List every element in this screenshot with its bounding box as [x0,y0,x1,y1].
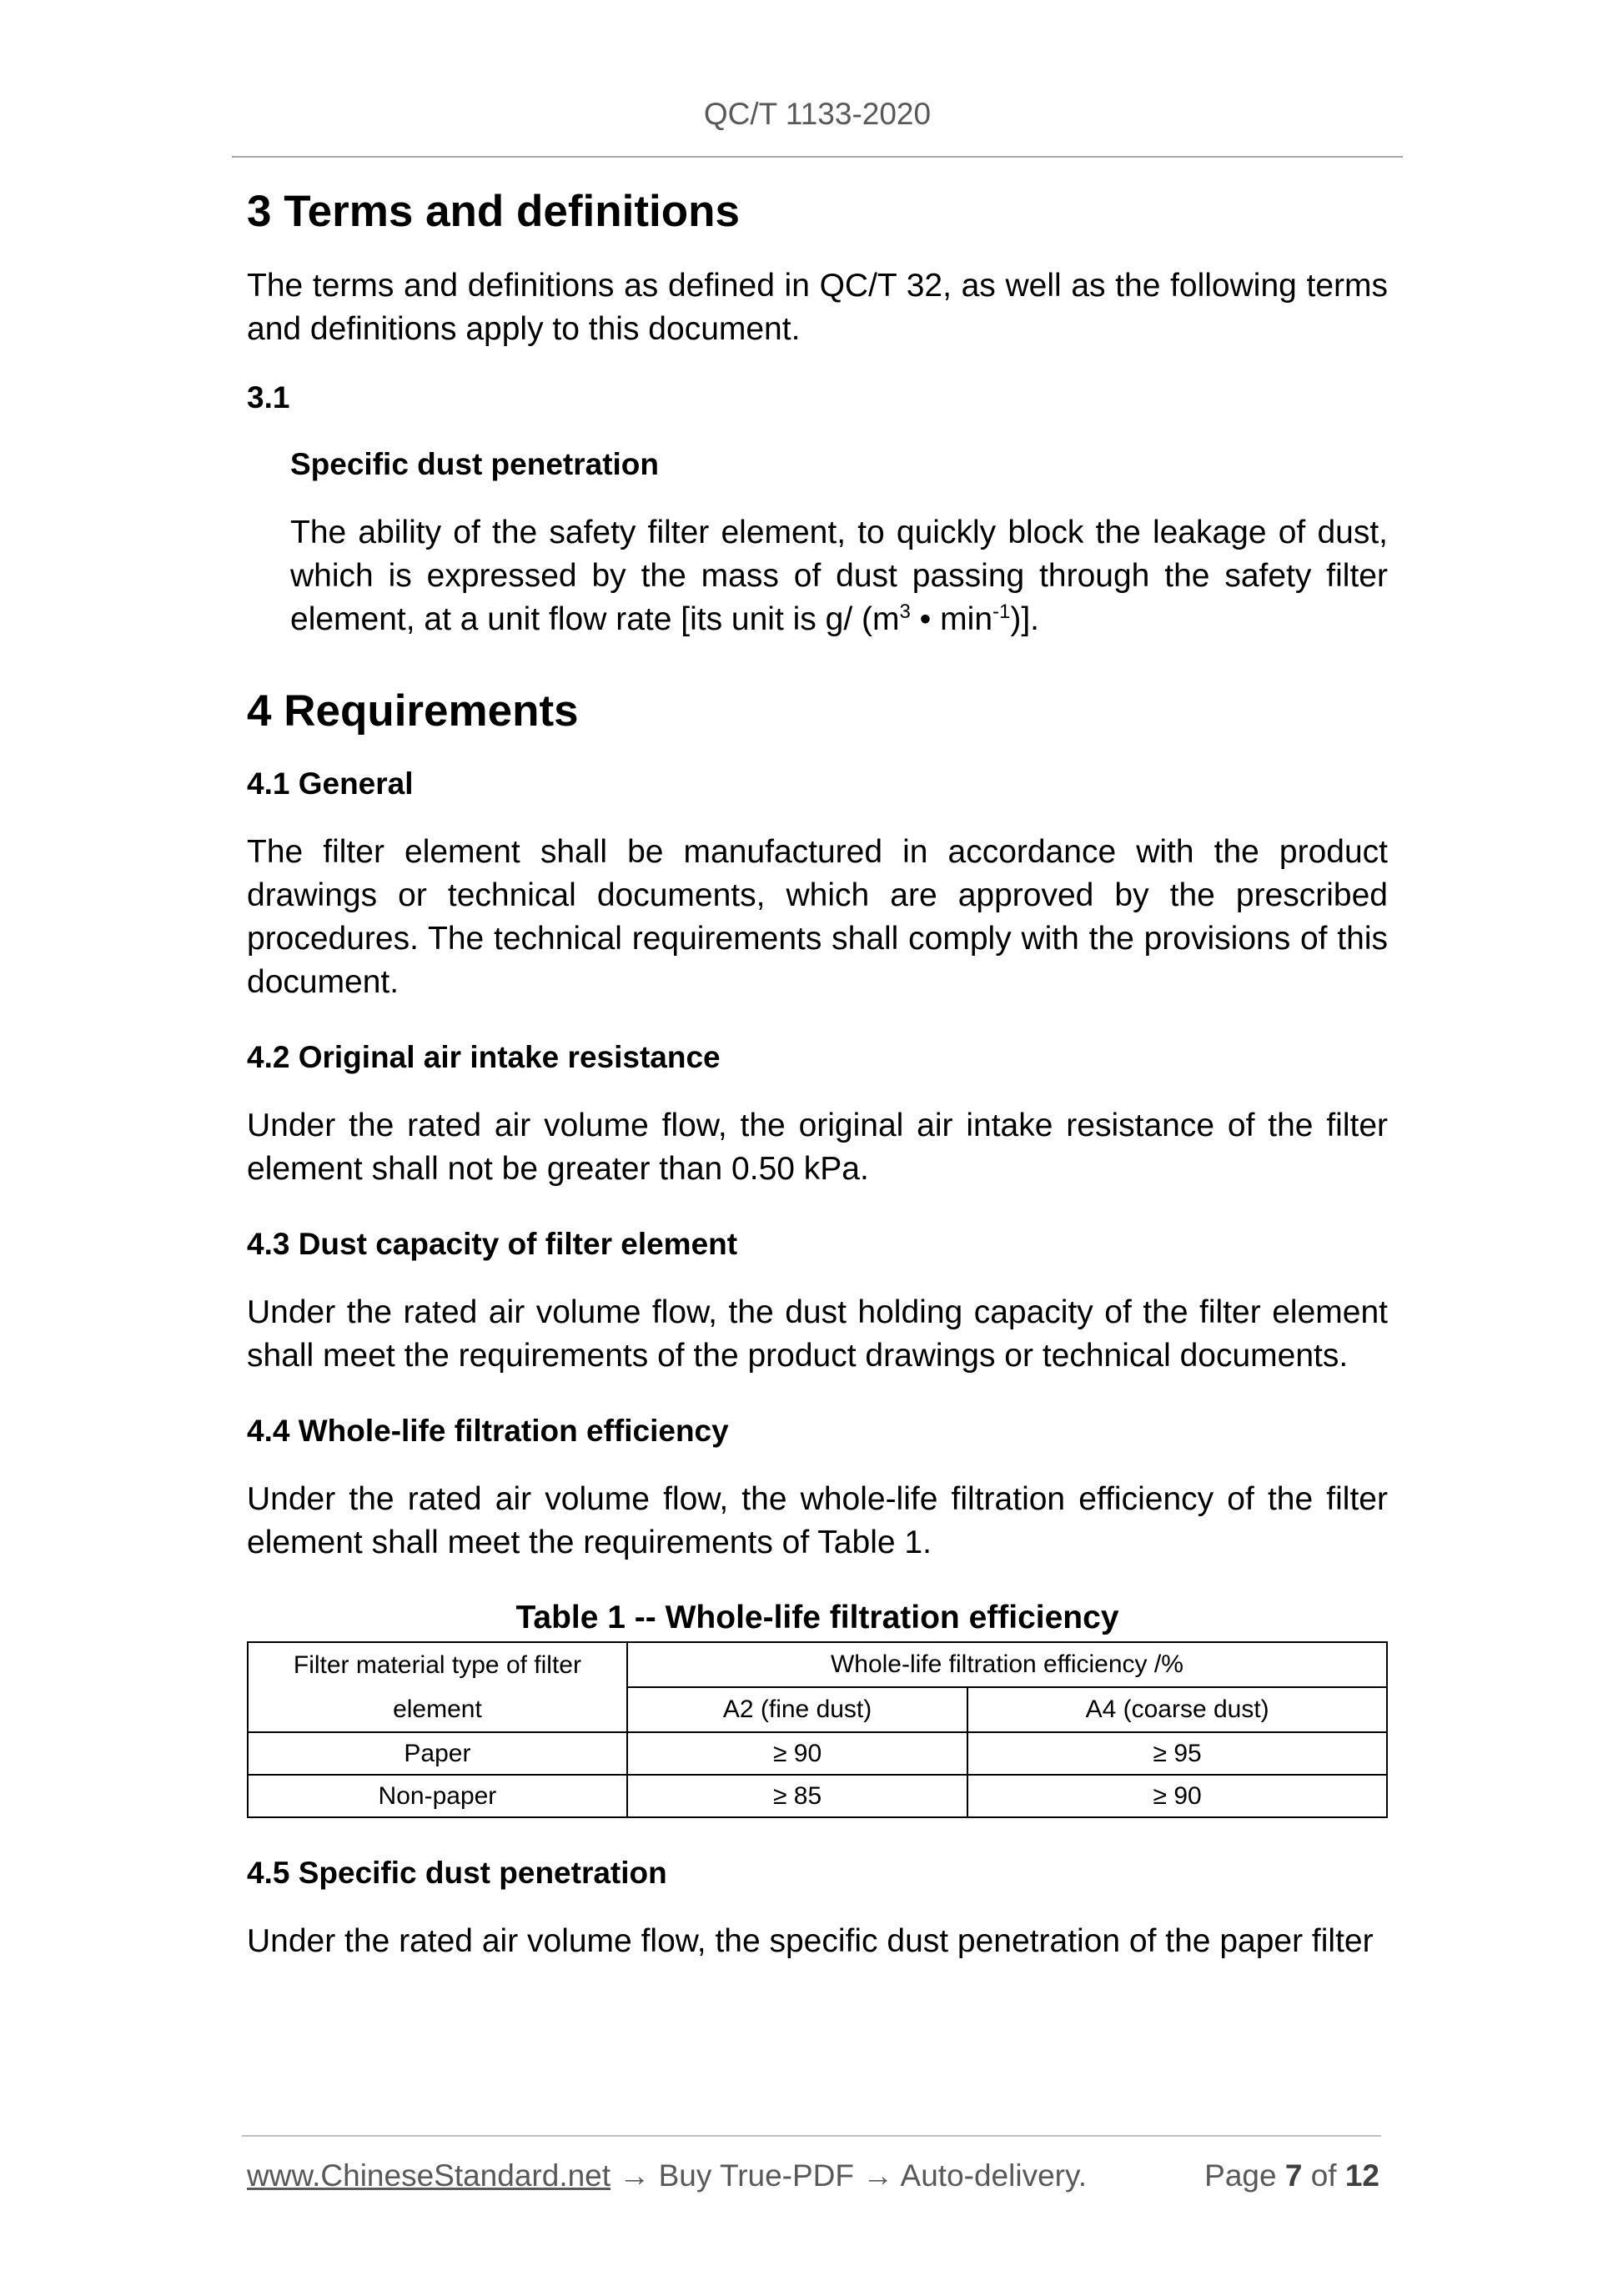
arrow-right-icon: → [619,2158,651,2193]
subheader-a4: A4 (coarse dust) [967,1687,1387,1732]
cell-a4: ≥ 90 [967,1775,1387,1817]
clause-4-1-heading: 4.1 General [247,766,414,801]
buy-true-pdf-text: Buy True-PDF [658,2158,855,2193]
cell-type: Paper [248,1732,627,1775]
table-1-title: Table 1 -- Whole-life filtration efficiency [515,1600,1119,1636]
table-header-row [248,1642,1387,1687]
clause-4-2-heading: 4.2 Original air intake resistance [247,1040,721,1075]
document-code-header: QC/T 1133-2020 [703,97,932,131]
cell-type: Non-paper [248,1775,627,1817]
current-page: 7 [1284,2158,1303,2193]
definition-text: The ability of the safety filter element, to quickly block the leakage of dust, which is expressed by the mass of dust passing through the safety filter element, at a unit flow rate [its unit is g/ (m [290,515,1388,638]
filtration-efficiency-table [247,1641,1388,1818]
clause-4-2-text: Under the rated air volume flow, the original air intake resistance of the filter element shall not be greater than 0.50 kPa. [247,1108,1388,1188]
footer-left [247,2158,1087,2193]
clause-3-1-number: 3.1 [247,379,290,414]
term-heading: Specific dust penetration [290,446,660,481]
term-definition [290,511,1388,641]
clause-4-5-heading: 4.5 Specific dust penetration [247,1856,667,1891]
clause-4-4-heading: 4.4 Whole-life filtration efficiency [247,1414,729,1449]
cell-a4: ≥ 95 [967,1732,1387,1775]
clause-4-4-text: Under the rated air volume flow, the whole-life filtration efficiency of the filter element shall meet the requirements of Table 1. [247,1481,1388,1561]
footer-divider [242,2135,1381,2137]
header-divider [232,156,1403,158]
total-pages: 12 [1344,2158,1379,2193]
header-line-2: element [393,1696,482,1724]
header-line-1: Filter material type of filter [293,1651,581,1680]
page-of-label: of [1310,2158,1337,2193]
section-3-heading: 3 Terms and definitions [247,187,740,236]
arrow-right-icon: → [862,2158,894,2193]
superscript-3: 3 [899,600,911,624]
auto-delivery-text: Auto-delivery. [900,2158,1088,2193]
page-content [247,183,1388,1963]
cell-a2: ≥ 90 [627,1732,967,1775]
cell-a2: ≥ 85 [627,1775,967,1817]
table-row [248,1732,1387,1775]
section-4-heading: 4 Requirements [247,686,579,736]
clause-4-3-heading: 4.3 Dust capacity of filter element [247,1227,738,1262]
table-row [248,1775,1387,1817]
section-3-intro: The terms and definitions as defined in QC/T 32, as well as the following terms and definitions apply to this document. [247,267,1388,347]
clause-4-1-text: The filter element shall be manufactured in accordance with the product drawings or technical documents, which are approved by the prescribed procedures. The technical requirements shall comply with the provisions of this document. [247,834,1388,1001]
page-number [1204,2158,1379,2193]
subheader-a2: A2 (fine dust) [627,1687,967,1732]
header-filter-material-type [248,1642,627,1732]
clause-4-3-text: Under the rated air volume flow, the dust holding capacity of the filter element shall meet the requirements of the product drawings or technical documents. [247,1294,1388,1374]
superscript-minus-1: -1 [992,600,1011,624]
clause-4-5-text: Under the rated air volume flow, the specific dust penetration of the paper filter [247,1923,1374,1960]
header-efficiency-group: Whole-life filtration efficiency /% [627,1642,1387,1687]
definition-end: )]. [1010,601,1040,638]
website-link[interactable]: www.ChineseStandard.net [247,2158,611,2193]
definition-mid: • min [910,601,993,638]
page-label: Page [1204,2158,1277,2193]
